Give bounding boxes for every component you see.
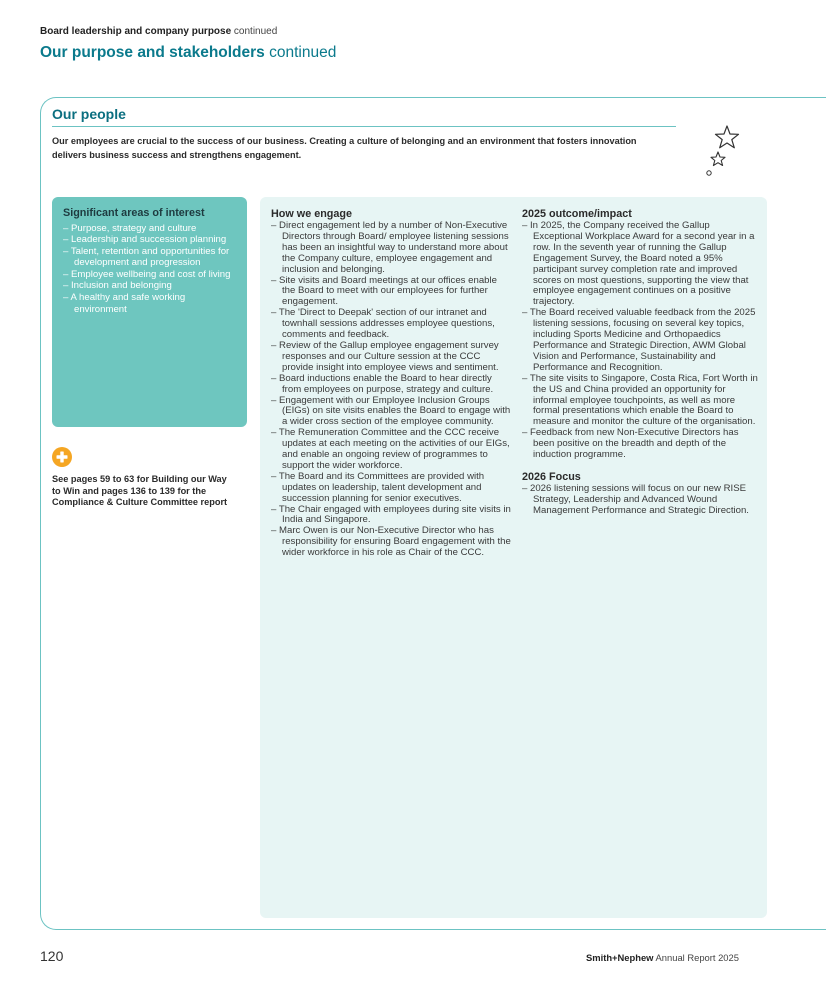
list-item: – Direct engagement led by a number of Non-Executive Directors through Board/ employee listening sessions has been an insightful way to understand more about the Company culture, employee engagement and inclusion and belonging. (271, 221, 511, 276)
list-item: – The Board received valuable feedback from the 2025 listening sessions, focusing on several key topics, including Sports Medicine and Orthopaedics Performance and Strategic Direction, AWM Global Vision and Performance, Sustainability and Performance and Recognition. (522, 308, 758, 373)
list-item: – Feedback from new Non-Executive Directors has been positive on the breadth and depth of the induction programme. (522, 428, 758, 461)
page-heading-title: Our purpose and stakeholders (40, 44, 265, 61)
footer-report-name: Annual Report 2025 (653, 952, 739, 963)
list-item: – The Remuneration Committee and the CCC receive updates at each meeting on the activities of our EIGs, and enable an ongoing review of programmes to support the wider workforce. (271, 428, 511, 472)
page-number: 120 (40, 948, 64, 964)
list-item: – In 2025, the Company received the Gallup Exceptional Workplace Award for a second year in a row. In the seventh year of running the Gallup Engagement Survey, the Board noted a 95% participant survey completion rate and improved scores on most questions, supporting the view that employee engagement continues on a positive trajectory. (522, 221, 758, 308)
outcome-column (522, 207, 758, 517)
plus-circle-icon (52, 447, 72, 467)
list-item: – A healthy and safe working environment (63, 292, 237, 315)
breadcrumb (40, 26, 277, 37)
list-item: – The Chair engaged with employees during site visits in India and Singapore. (271, 505, 511, 527)
list-item: – 2026 listening sessions will focus on our new RISE Strategy, Leadership and Advanced Wound Management Performance and Strategic Direction. (522, 484, 758, 517)
section-intro: Our employees are crucial to the success of our business. Creating a culture of belonging and an environment that fosters innovation delivers business success and strengthens engagement. (52, 136, 637, 160)
list-item: – Engagement with our Employee Inclusion Groups (EIGs) on site visits enables the Board to engage with a wider cross section of the employee community. (271, 396, 511, 429)
breadcrumb-continued: continued (231, 26, 278, 37)
list-item: – The site visits to Singapore, Costa Rica, Fort Worth in the US and China provided an opportunity for informal employee touchpoints, as well as more formal presentations which enable the Board to measure and monitor the culture of the organisation. (522, 374, 758, 429)
how-we-engage-list (271, 221, 511, 559)
section-divider (52, 126, 676, 127)
list-item: – Employee wellbeing and cost of living (63, 269, 237, 281)
how-we-engage-title: How we engage (271, 208, 352, 220)
page-heading-continued: continued (264, 44, 337, 61)
cross-reference-note: See pages 59 to 63 for Building our Way to Win and pages 136 to 139 for the Compliance & Culture Committee report (52, 474, 228, 507)
section-title: Our people (52, 106, 126, 122)
list-item: – Purpose, strategy and culture (63, 223, 237, 235)
how-we-engage-column (271, 207, 511, 559)
footer-report-title (586, 952, 739, 963)
list-item: – The Board and its Committees are provided with updates on leadership, talent development and succession planning for senior executives. (271, 472, 511, 505)
outcome-title: 2025 outcome/impact (522, 208, 632, 220)
list-item: – Talent, retention and opportunities for development and progression (63, 246, 237, 269)
significant-areas-list (63, 223, 237, 316)
list-item: – Inclusion and belonging (63, 280, 237, 292)
star-outline-icon (700, 120, 750, 180)
page-heading (40, 44, 336, 62)
list-item: – Board inductions enable the Board to hear directly from employees on purpose, strategy and culture. (271, 374, 511, 396)
list-item: – The 'Direct to Deepak' section of our intranet and townhall sessions addresses employee questions, comments and feedback. (271, 308, 511, 341)
list-item: – Site visits and Board meetings at our offices enable the Board to meet with our employees for further engagement. (271, 276, 511, 309)
list-item: – Review of the Gallup employee engagement survey responses and our Culture session at the CCC provide insight into employee views and sentiment. (271, 341, 511, 374)
list-item: – Marc Owen is our Non-Executive Director who has responsibility for ensuring Board engagement with the wider workforce in his role as Chair of the CCC. (271, 526, 511, 559)
significant-areas-title: Significant areas of interest (63, 207, 205, 219)
breadcrumb-section: Board leadership and company purpose (40, 26, 232, 37)
footer-brand: Smith+Nephew (586, 952, 654, 963)
focus-title: 2026 Focus (522, 470, 581, 483)
list-item: – Leadership and succession planning (63, 234, 237, 246)
outcome-list (522, 221, 758, 461)
significant-areas-box (52, 197, 247, 427)
focus-list (522, 484, 758, 517)
